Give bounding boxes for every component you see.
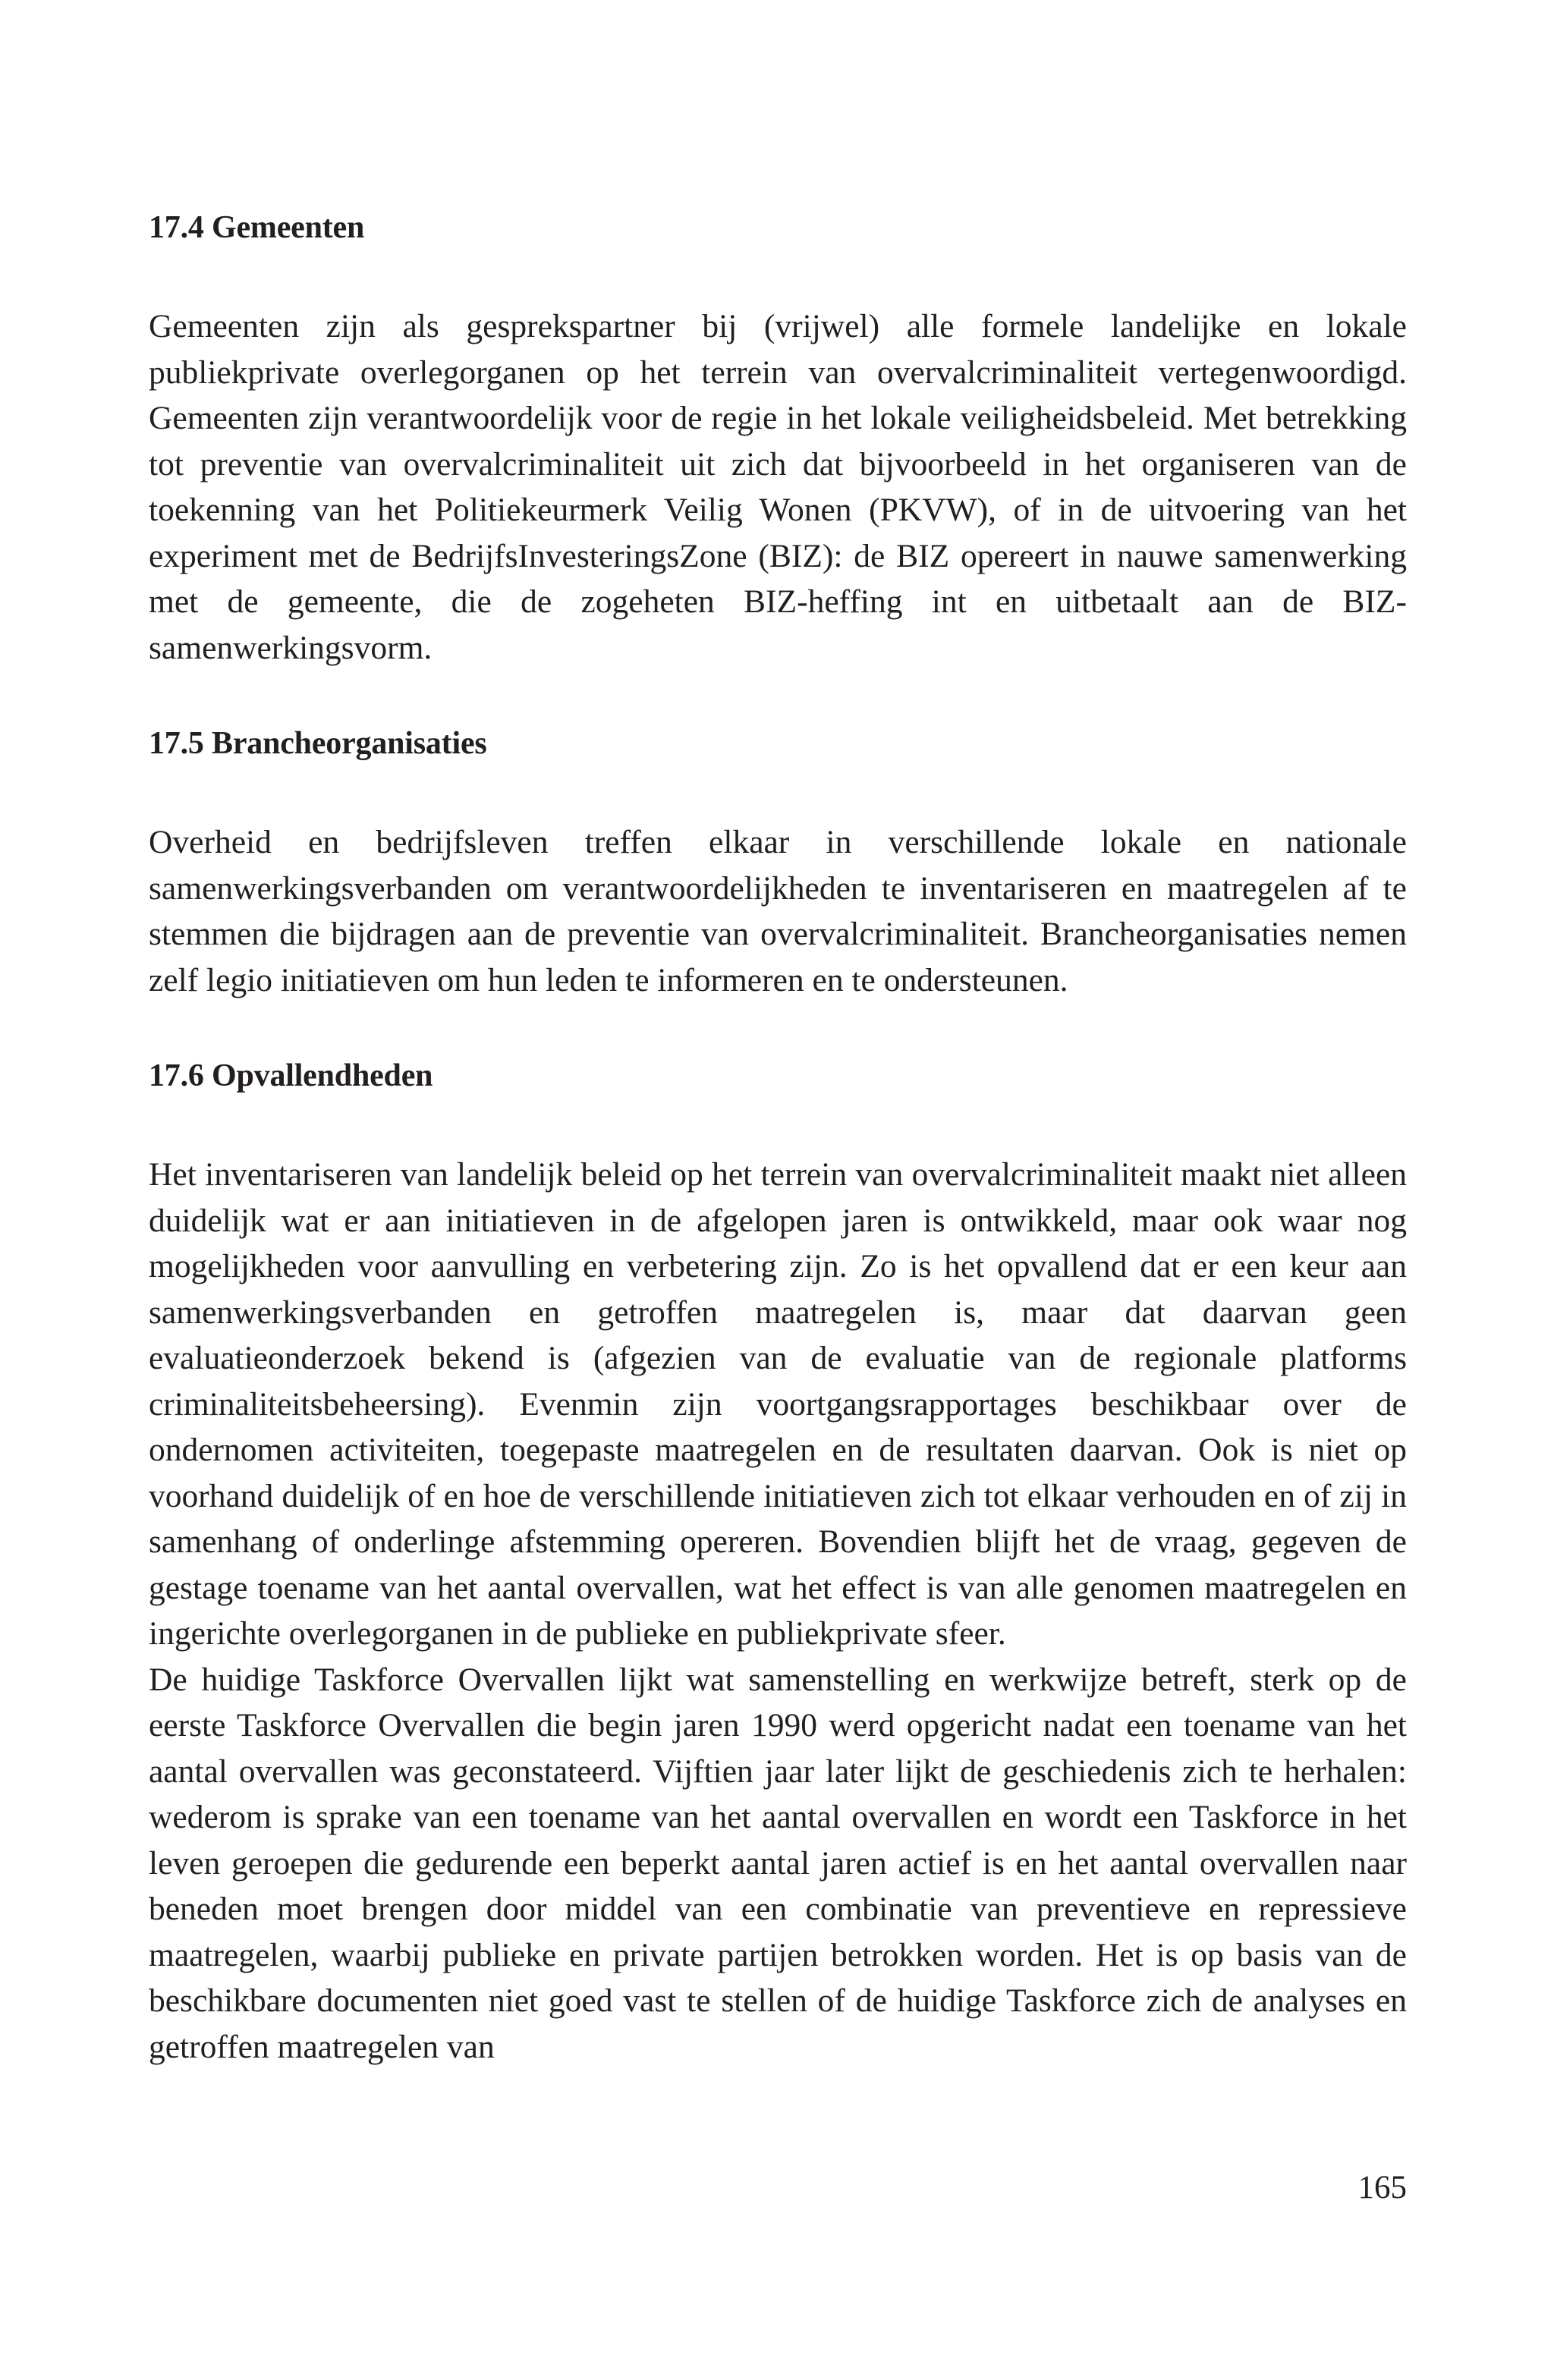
section-heading bbox=[149, 205, 1407, 250]
section-heading bbox=[149, 721, 1407, 766]
page-body bbox=[149, 205, 1407, 2070]
section-title: Brancheorganisaties bbox=[212, 726, 487, 761]
section-title: Opvallendheden bbox=[212, 1058, 433, 1093]
paragraph: Gemeenten zijn als gesprekspartner bij (vrijwel) alle formele landelijke en lokale publiekprivate overlegorganen op het terrein van overvalcriminaliteit vertegenwoordigd. Gemeenten zijn verantwoordelijk voor de regie in het lokale veiligheidsbeleid. Met betrekking tot preventie van overvalcriminaliteit uit zich dat bijvoorbeeld in het organiseren van de toekenning van het Politiekeurmerk Veilig Wonen (PKVW), of in de uitvoering van het experiment met de BedrijfsInvesteringsZone (BIZ): de BIZ opereert in nauwe samenwerking met de gemeente, die de zogeheten BIZ-heffing int en uitbetaalt aan de BIZ-samenwerkingsvorm. bbox=[149, 308, 1407, 666]
paragraph: De huidige Taskforce Overvallen lijkt wat samenstelling en werkwijze betreft, sterk op de eerste Taskforce Overvallen die begin jaren 1990 werd opgericht nadat een toename van het aantal overvallen was geconstateerd. Vijftien jaar later lijkt de geschiedenis zich te herhalen: wederom is sprake van een toename van het aantal overvallen en wordt een Taskforce in het leven geroepen die gedurende een beperkt aantal jaren actief is en het aantal overvallen naar beneden moet brengen door middel van een combinatie van preventieve en repressieve maatregelen, waarbij publieke en private partijen betrokken worden. Het is op basis van de beschikbare documenten niet goed vast te stellen of de huidige Taskforce zich de analyses en getroffen maatregelen van bbox=[149, 1661, 1407, 2065]
section-heading bbox=[149, 1053, 1407, 1099]
paragraph: Overheid en bedrijfsleven treffen elkaar in verschillende lokale en nationale samenwerkingsverbanden om verantwoordelijkheden te inventariseren en maatregelen af te stemmen die bijdragen aan de preventie van overvalcriminaliteit. Brancheorganisaties nemen zelf legio initiatieven om hun leden te informeren en te ondersteunen. bbox=[149, 824, 1407, 998]
section-17-4 bbox=[149, 205, 1407, 671]
section-title: Gemeenten bbox=[212, 210, 365, 245]
section-number: 17.5 bbox=[149, 726, 204, 761]
section-number: 17.6 bbox=[149, 1058, 204, 1093]
paragraph: Het inventariseren van landelijk beleid op het terrein van overvalcriminaliteit maakt niet alleen duidelijk wat er aan initiatieven in de afgelopen jaren is ontwikkeld, maar ook waar nog mogelijkheden voor aanvulling en verbetering zijn. Zo is het opvallend dat er een keur aan samenwerkingsverbanden en getroffen maatregelen is, maar dat daarvan geen evaluatieonderzoek bekend is (afgezien van de evaluatie van de regionale platforms criminaliteitsbeheersing). Evenmin zijn voortgangsrapportages beschikbaar over de ondernomen activiteiten, toegepaste maatregelen en de resultaten daarvan. Ook is niet op voorhand duidelijk of en hoe de verschillende initiatieven zich tot elkaar verhouden en of zij in samenhang of onderlinge afstemming opereren. Bovendien blijft het de vraag, gegeven de gestage toename van het aantal overvallen, wat het effect is van alle genomen maatregelen en ingerichte overlegorganen in de publieke en publiekprivate sfeer. bbox=[149, 1156, 1407, 1652]
section-17-6 bbox=[149, 1053, 1407, 2070]
page-number: 165 bbox=[1357, 2170, 1407, 2206]
section-17-5 bbox=[149, 721, 1407, 1003]
section-number: 17.4 bbox=[149, 210, 204, 245]
